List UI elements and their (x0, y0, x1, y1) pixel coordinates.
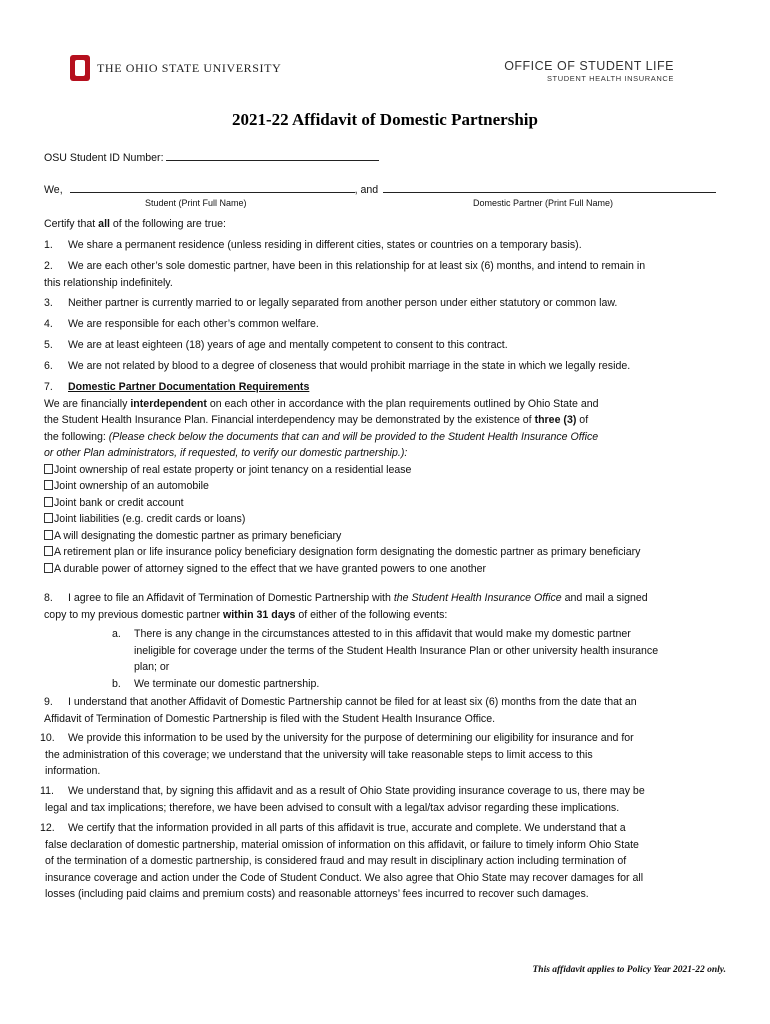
item-number: 10. (40, 732, 55, 744)
document-checkbox-row (44, 511, 640, 528)
item-text: We are financially (44, 397, 131, 410)
item-text-continued: losses (including paid claims and premium costs) and reasonable attorneys’ fees incurred to recover such damages. (45, 888, 589, 900)
sub-item-text: We terminate our domestic partnership. (134, 677, 320, 690)
item-text: We are responsible for each other’s common welfare. (68, 318, 319, 330)
item-number: 6. (44, 360, 53, 372)
office-subtitle: STUDENT HEALTH INSURANCE (546, 74, 674, 83)
item-text: We share a permanent residence (unless residing in different cities, states or countries on a temporary basis). (68, 239, 582, 251)
policy-year-footer: This affidavit applies to Policy Year 2021-22 only. (532, 965, 726, 975)
item-text: We provide this information to be used by the university for the purpose of determining our eligibility for insurance and for (68, 732, 634, 744)
document-title: 2021-22 Affidavit of Domestic Partnership (232, 110, 538, 129)
item-7 (44, 379, 640, 577)
item-8a (112, 626, 658, 692)
document-checkbox-row (44, 528, 640, 545)
document-option-label: Joint bank or credit account (54, 496, 184, 509)
and-label: , and (354, 184, 379, 196)
item-text: I agree to file an Affidavit of Termination of Domestic Partnership with (68, 592, 394, 604)
certify-bold: all (98, 218, 110, 230)
document-option-label: A durable power of attorney signed to the effect that we have granted powers to one another (54, 562, 487, 575)
student-name-field[interactable] (70, 182, 355, 193)
item-italic: the Student Health Insurance Office (393, 592, 562, 604)
item-3 (44, 295, 617, 312)
certify-pre: Certify that (44, 218, 99, 230)
item-text-continued: the administration of this coverage; we understand that the university will take reasonable steps to limit access to this (45, 748, 593, 761)
student-id-row (44, 150, 379, 167)
documentation-heading: Domestic Partner Documentation Requirements (68, 381, 310, 393)
item-text: We are each other’s sole domestic partner, have been in this relationship for at least six (6) months, and intend to remain in (68, 260, 646, 272)
document-checkbox[interactable] (44, 464, 53, 474)
document-checkbox[interactable] (44, 480, 53, 490)
document-option-label: Joint ownership of an automobile (54, 480, 209, 492)
item-text-continued: legal and tax implications; therefore, we have been advised to consult with a legal/tax advisor regarding these implications. (45, 801, 620, 814)
sub-item-label: b. (112, 677, 121, 690)
document-checkbox[interactable] (44, 497, 53, 507)
item-text-continued: this relationship indefinitely. (44, 276, 173, 289)
item-text-continued: of the termination of a domestic partnership, is considered fraud and may result in disciplinary action including termination of (45, 855, 627, 867)
student-name-caption: Student (Print Full Name) (145, 198, 247, 208)
item-12 (40, 820, 643, 903)
document-option-label: Joint liabilities (e.g. credit cards or loans) (54, 513, 246, 525)
item-text: and mail a signed (561, 592, 648, 604)
item-bold: interdependent (130, 397, 207, 410)
document-option-label: A retirement plan or life insurance policy beneficiary designation form designating the domestic partner as primary beneficiary (54, 546, 641, 558)
student-id-label: OSU Student ID Number: (44, 152, 164, 164)
document-checkbox-row (44, 478, 640, 495)
partner-name-caption: Domestic Partner (Print Full Name) (473, 198, 614, 208)
item-5 (44, 337, 508, 354)
item-number: 9. (44, 696, 53, 708)
sub-item-label: a. (112, 628, 121, 640)
item-italic: (Please check below the documents that can and will be provided to the Student Health Insurance Office (108, 430, 599, 443)
item-1 (44, 237, 582, 254)
office-name: OFFICE OF STUDENT LIFE (504, 59, 674, 73)
item-4 (44, 316, 319, 333)
item-text: of (576, 414, 589, 426)
document-option-label: Joint ownership of real estate property or joint tenancy on a residential lease (54, 463, 412, 476)
item-number: 7. (44, 381, 53, 393)
student-id-field[interactable] (166, 150, 379, 161)
item-9 (44, 694, 637, 727)
certify-post: of the following are true: (109, 218, 226, 230)
document-checkbox-row (44, 495, 640, 512)
item-number: 5. (44, 339, 53, 351)
item-text: We understand that, by signing this affidavit and as a result of Ohio State providing insurance coverage to us, there may be (68, 785, 645, 797)
item-number: 12. (40, 822, 55, 834)
item-number: 3. (44, 297, 53, 309)
item-number: 8. (44, 592, 53, 604)
university-name: THE OHIO STATE UNIVERSITY (97, 61, 282, 75)
we-label: We, (44, 184, 63, 196)
names-row (44, 182, 716, 199)
item-text: on each other in accordance with the plan requirements outlined by Ohio State and (206, 397, 599, 410)
document-checkbox[interactable] (44, 530, 53, 540)
item-text: of either of the following events: (295, 608, 448, 621)
item-text: We certify that the information provided in all parts of this affidavit is true, accurate and complete. We understand that a (68, 822, 626, 834)
item-text-continued: false declaration of domestic partnership, material omission of information on this affidavit, or failure to timely inform Ohio State (45, 838, 639, 851)
item-number: 1. (44, 239, 53, 251)
item-6 (44, 358, 630, 375)
certify-line (44, 216, 226, 233)
item-number: 2. (44, 260, 53, 272)
item-8 (44, 590, 648, 623)
sub-item-text: plan; or (134, 661, 170, 673)
osu-block-o-logo (70, 55, 90, 81)
item-10 (40, 730, 634, 780)
item-11 (40, 783, 645, 816)
item-text: I understand that another Affidavit of Domestic Partnership cannot be filed for at least six (6) months from the date that an (68, 696, 637, 708)
item-2 (44, 258, 645, 291)
item-text: Neither partner is currently married to or legally separated from another person under either statutory or common law. (68, 297, 618, 309)
item-bold: three (3) (534, 414, 577, 426)
item-bold: within 31 days (223, 608, 296, 621)
item-text: We are at least eighteen (18) years of age and mentally competent to consent to this contract. (68, 339, 508, 351)
document-checkbox[interactable] (44, 546, 53, 556)
sub-item-text: There is any change in the circumstances attested to in this affidavit that would make my domestic partner (134, 628, 631, 640)
document-checkbox-row (44, 561, 640, 578)
sub-item-text: ineligible for coverage under the terms of the Student Health Insurance Plan or other university health insurance (134, 644, 659, 657)
partner-name-field[interactable] (383, 182, 716, 193)
item-italic: or other Plan administrators, if requested, to verify our domestic partnership.): (44, 447, 408, 459)
document-checkbox[interactable] (44, 513, 53, 523)
item-text: the Student Health Insurance Plan. Financial interdependency may be demonstrated by the existence of (44, 414, 535, 426)
item-number: 4. (44, 318, 53, 330)
item-text-continued: insurance coverage and action under the Code of Student Conduct. We also agree that Ohio State may recover damages for all (45, 871, 644, 884)
item-text-continued: Affidavit of Termination of Domestic Partnership is filed with the Student Health Insurance Office. (44, 712, 496, 725)
document-checkbox[interactable] (44, 563, 53, 573)
item-number: 11. (40, 785, 54, 797)
document-checkbox-row (44, 462, 640, 479)
item-text: We are not related by blood to a degree of closeness that would prohibit marriage in the state in which we legally reside. (68, 360, 631, 372)
document-checkbox-row (44, 544, 640, 561)
item-text: copy to my previous domestic partner (44, 608, 223, 621)
document-option-label: A will designating the domestic partner as primary beneficiary (54, 529, 342, 542)
item-text-continued: information. (45, 765, 101, 777)
item-text: the following: (44, 430, 109, 443)
